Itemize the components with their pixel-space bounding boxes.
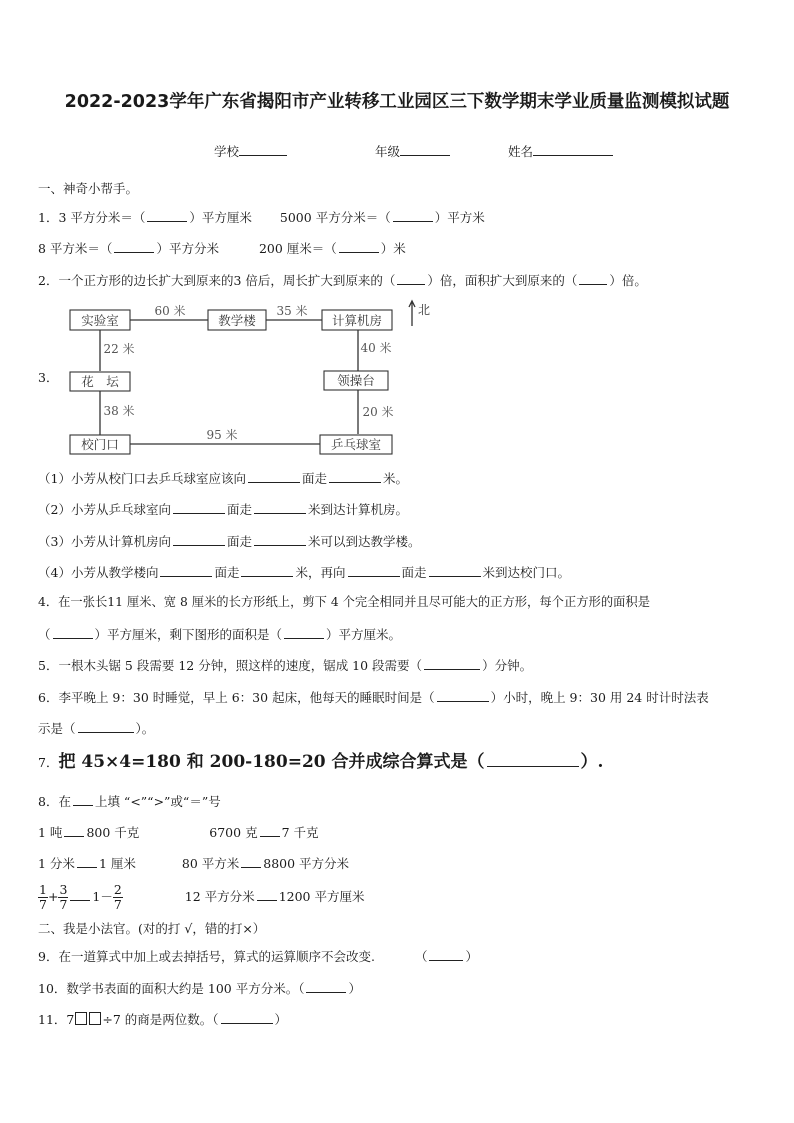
q1d-text: 200 厘米＝（ bbox=[258, 241, 337, 256]
q3-4-text: （4）小芳从教学楼向 bbox=[38, 565, 159, 580]
answer-blank[interactable] bbox=[329, 469, 381, 483]
answer-blank[interactable] bbox=[254, 532, 306, 546]
question-3-3 bbox=[38, 532, 421, 550]
answer-blank[interactable] bbox=[78, 719, 134, 733]
numerator: 3 bbox=[59, 882, 68, 897]
answer-blank[interactable] bbox=[429, 563, 481, 577]
q8-item: 1 厘米 bbox=[98, 856, 136, 871]
denominator: 7 bbox=[59, 897, 68, 912]
q4-open: （ bbox=[38, 627, 51, 642]
campus-map-diagram bbox=[60, 296, 431, 461]
q3-1-mid: 面走 bbox=[301, 471, 327, 486]
question-1-row-2 bbox=[38, 239, 406, 257]
denominator: 7 bbox=[39, 897, 47, 912]
q3-3-end: 米可以到达教学楼。 bbox=[307, 534, 421, 549]
distance-label: 38 米 bbox=[103, 404, 135, 418]
denominator: 7 bbox=[113, 897, 122, 912]
distance-label: 35 米 bbox=[276, 304, 308, 318]
q11-text: ÷7 的商是两位数。（ bbox=[102, 1012, 219, 1027]
q9-close: ） bbox=[465, 949, 478, 964]
compare-blank[interactable] bbox=[257, 887, 277, 901]
answer-blank[interactable] bbox=[284, 625, 324, 639]
question-8-row-3 bbox=[38, 878, 364, 916]
question-6-line-1 bbox=[38, 688, 709, 706]
map-node-computer-room: 计算机房 bbox=[331, 313, 383, 328]
answer-blank[interactable] bbox=[147, 208, 187, 222]
q3-4-mid2: 米，再向 bbox=[295, 565, 346, 580]
q3-3-mid: 面走 bbox=[226, 534, 252, 549]
q3-2-end: 米到达计算机房。 bbox=[307, 502, 408, 517]
q3-3-text: （3）小芳从计算机房向 bbox=[38, 534, 171, 549]
map-node-podium: 领操台 bbox=[337, 373, 375, 388]
question-11 bbox=[38, 1010, 287, 1028]
q8-item: 6700 克 bbox=[209, 825, 258, 840]
compare-blank[interactable] bbox=[260, 823, 280, 837]
question-7 bbox=[38, 753, 603, 771]
map-node-lab: 实验室 bbox=[81, 313, 119, 328]
q3-2-text: （2）小芳从乒乓球室向 bbox=[38, 502, 171, 517]
fraction bbox=[58, 883, 68, 912]
question-3-number: 3． bbox=[38, 370, 59, 385]
q8-item: 1 吨 bbox=[38, 825, 63, 840]
q4-end: ）平方厘米。 bbox=[326, 627, 402, 642]
distance-label: 60 米 bbox=[154, 304, 186, 318]
question-8-row-1 bbox=[38, 823, 319, 841]
answer-blank[interactable] bbox=[339, 239, 379, 253]
answer-blank[interactable] bbox=[221, 1010, 273, 1024]
q8-text: 上填 “<”“>”或“＝”号 bbox=[94, 794, 221, 809]
distance-label: 40 米 bbox=[360, 341, 392, 355]
q6-end: ）。 bbox=[135, 721, 155, 736]
numerator: 2 bbox=[113, 882, 122, 897]
answer-blank[interactable] bbox=[437, 688, 489, 702]
q3-2-mid: 面走 bbox=[226, 502, 252, 517]
answer-blank[interactable] bbox=[393, 208, 433, 222]
map-node-flower-bed: 花 坛 bbox=[81, 374, 119, 389]
box-blank[interactable] bbox=[89, 1012, 101, 1025]
answer-blank[interactable] bbox=[53, 625, 93, 639]
distance-label: 22 米 bbox=[103, 342, 135, 356]
numerator: 1 bbox=[39, 882, 47, 897]
compare-blank[interactable] bbox=[77, 854, 97, 868]
answer-blank[interactable] bbox=[254, 500, 306, 514]
question-5 bbox=[38, 656, 532, 674]
q7-text: 把 45×4=180 和 200-180=20 合并成综合算式是（ bbox=[58, 752, 485, 772]
box-blank[interactable] bbox=[75, 1012, 87, 1025]
answer-blank[interactable] bbox=[241, 563, 293, 577]
answer-blank[interactable] bbox=[160, 563, 212, 577]
q3-1-text: （1）小芳从校门口去乒乓球室应该向 bbox=[38, 471, 246, 486]
answer-blank[interactable] bbox=[424, 656, 480, 670]
question-10 bbox=[38, 979, 361, 997]
q1c-unit: ）平方分米 bbox=[156, 241, 219, 256]
section-1-heading: 一、神奇小帮手。 bbox=[38, 181, 139, 196]
q3-4-mid3: 面走 bbox=[401, 565, 427, 580]
section-2-heading: 二、我是小法官。(对的打 √，错的打×） bbox=[38, 921, 266, 936]
q8-item: 7 千克 bbox=[281, 825, 319, 840]
grade-field[interactable] bbox=[375, 142, 450, 160]
question-4-line-1: 4．在一张长11 厘米、宽 8 厘米的长方形纸上，剪下 4 个完全相同并且尽可能大的正方形，每个正方形的面积是 bbox=[38, 595, 651, 609]
page-title: 2022-2023学年广东省揭阳市产业转移工业园区三下数学期末学业质量监测模拟试题 bbox=[64, 92, 730, 112]
q2-mid-text: ）倍，面积扩大到原来的（ bbox=[427, 273, 578, 288]
compare-blank[interactable] bbox=[241, 854, 261, 868]
q3-4-end: 米到达校门口。 bbox=[482, 565, 571, 580]
answer-blank[interactable] bbox=[397, 271, 425, 285]
q9-text: 9．在一道算式中加上或去掉括号，算式的运算顺序不会改变. bbox=[38, 949, 375, 964]
answer-blank[interactable] bbox=[429, 947, 463, 961]
q11-close: ） bbox=[274, 1012, 288, 1027]
plus-sign: + bbox=[47, 889, 59, 904]
q1c-text: 8 平方米＝（ bbox=[38, 241, 113, 256]
question-6-line-2 bbox=[38, 719, 154, 737]
grade-blank[interactable] bbox=[400, 142, 450, 156]
answer-blank[interactable] bbox=[173, 500, 225, 514]
q7-number: 7． bbox=[38, 755, 59, 770]
q1d-unit: ）米 bbox=[380, 241, 406, 256]
compare-blank bbox=[73, 792, 93, 806]
compare-blank[interactable] bbox=[70, 887, 90, 901]
answer-blank[interactable] bbox=[348, 563, 400, 577]
one-minus: 1－ bbox=[92, 889, 113, 904]
q8-item: 800 千克 bbox=[86, 825, 140, 840]
question-9 bbox=[38, 947, 478, 965]
q8-item: 1200 平方厘米 bbox=[278, 889, 365, 904]
q1b-unit: ）平方米 bbox=[434, 210, 485, 225]
q11-digit: 7 bbox=[66, 1012, 75, 1027]
q3-1-end: 米。 bbox=[382, 471, 408, 486]
question-3-4 bbox=[38, 563, 570, 581]
q6-cont: 示是（ bbox=[38, 721, 76, 736]
q6-mid: ）小时，晚上 9：30 用 24 时计时法表 bbox=[490, 690, 709, 705]
name-label: 姓名 bbox=[508, 144, 534, 159]
q2-text: 2．一个正方形的边长扩大到原来的3 倍后，周长扩大到原来的（ bbox=[38, 273, 396, 288]
answer-blank[interactable] bbox=[487, 753, 579, 767]
q8-item: 12 平方分米 bbox=[184, 889, 255, 904]
q5-text: 5．一根木头锯 5 段需要 12 分钟，照这样的速度，锯成 10 段需要（ bbox=[38, 658, 423, 673]
fraction bbox=[113, 883, 123, 912]
question-4-line-2 bbox=[38, 625, 401, 643]
name-field[interactable] bbox=[508, 142, 613, 160]
q8-item: 1 分米 bbox=[38, 856, 75, 871]
distance-label: 95 米 bbox=[206, 428, 238, 442]
question-8-row-2 bbox=[38, 854, 349, 872]
fraction bbox=[38, 883, 48, 912]
school-field[interactable] bbox=[214, 142, 287, 160]
q5-end: ）分钟。 bbox=[482, 658, 533, 673]
q6-text: 6．李平晚上 9：30 时睡觉，早上 6：30 起床，他每天的睡眠时间是（ bbox=[38, 690, 435, 705]
q4-mid: ）平方厘米，剩下图形的面积是（ bbox=[94, 627, 283, 642]
compare-blank[interactable] bbox=[64, 823, 84, 837]
answer-blank[interactable] bbox=[579, 271, 607, 285]
q8-item: 80 平方米 bbox=[181, 856, 240, 871]
question-3-2 bbox=[38, 500, 408, 518]
distance-label: 20 米 bbox=[362, 405, 394, 419]
question-2 bbox=[38, 271, 647, 289]
answer-blank[interactable] bbox=[114, 239, 154, 253]
question-1-row-1 bbox=[38, 208, 485, 226]
grade-label: 年级 bbox=[375, 144, 401, 159]
q3-4-mid: 面走 bbox=[214, 565, 240, 580]
name-blank[interactable] bbox=[533, 142, 613, 156]
school-label: 学校 bbox=[214, 144, 240, 159]
q10-close: ） bbox=[348, 981, 361, 996]
q10-text: 10．数学书表面的面积大约是 100 平方分米。（ bbox=[38, 981, 305, 996]
q2-end-text: ）倍。 bbox=[609, 273, 647, 288]
q1a-unit: ）平方厘米 bbox=[189, 210, 252, 225]
q8-item: 8800 平方分米 bbox=[263, 856, 350, 871]
school-blank[interactable] bbox=[239, 142, 287, 156]
q7-end: ）. bbox=[580, 752, 604, 772]
map-node-teaching-building: 教学楼 bbox=[218, 313, 256, 328]
answer-blank[interactable] bbox=[248, 469, 300, 483]
question-8-instructions bbox=[38, 792, 221, 810]
answer-blank[interactable] bbox=[173, 532, 225, 546]
answer-blank[interactable] bbox=[306, 979, 346, 993]
q1a-text: 1．3 平方分米＝（ bbox=[38, 210, 146, 225]
map-node-school-gate: 校门口 bbox=[81, 437, 119, 452]
q1b-text: 5000 平方分米＝（ bbox=[279, 210, 391, 225]
map-node-pingpong-room: 乒乓球室 bbox=[330, 437, 382, 452]
q9-open: （ bbox=[414, 949, 428, 964]
q11-number: 11． bbox=[38, 1012, 67, 1027]
north-label: 北 bbox=[418, 303, 431, 317]
q8-number: 8．在 bbox=[38, 794, 71, 809]
question-3-1 bbox=[38, 469, 408, 487]
